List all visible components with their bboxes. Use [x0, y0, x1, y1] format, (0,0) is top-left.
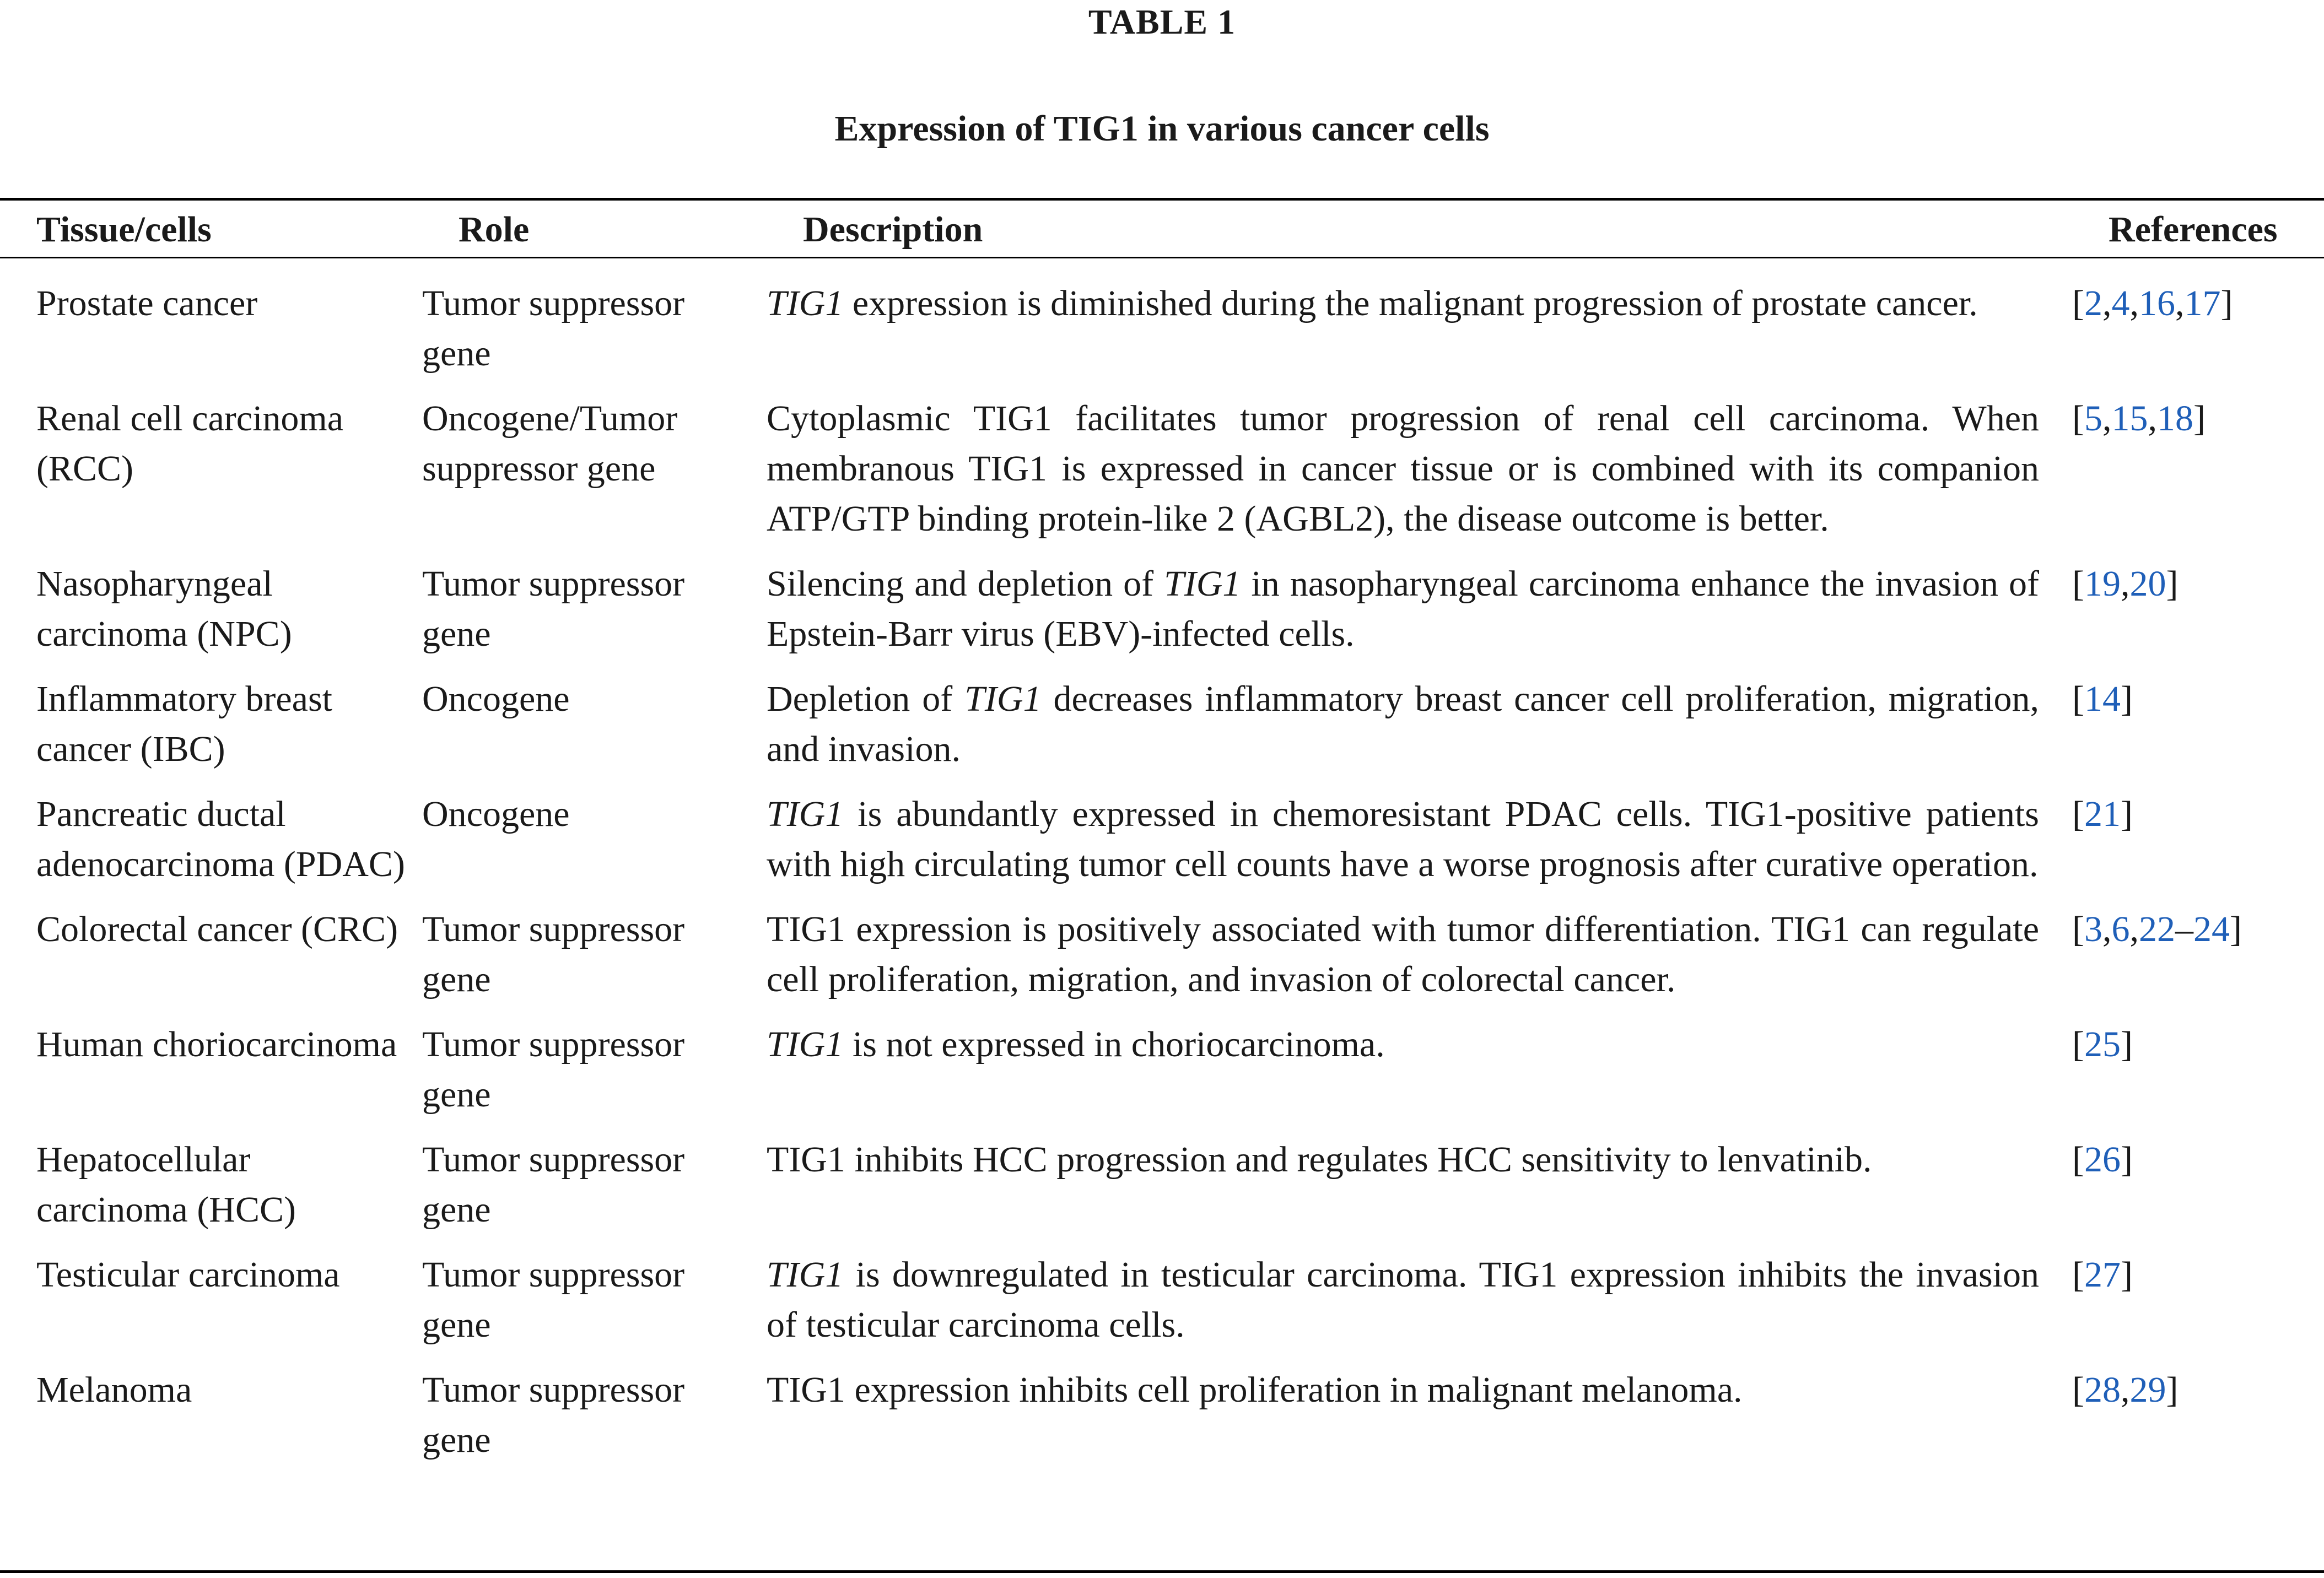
- description-text: decreases inflammatory breast cancer cell proliferation, migration, and invasion.: [767, 679, 2039, 769]
- ref-bracket: ]: [2120, 1255, 2133, 1295]
- gene-name: TIG1: [1164, 564, 1241, 604]
- ref-separator: ,: [2129, 283, 2139, 323]
- role-cell: Tumor suppressor gene: [422, 283, 685, 374]
- reference-link[interactable]: 21: [2084, 794, 2121, 834]
- reference-link[interactable]: 19: [2084, 564, 2121, 604]
- references-cell: [2072, 1134, 2324, 1235]
- ref-bracket: ]: [2120, 1139, 2133, 1180]
- table-label: TABLE 1: [1088, 2, 1236, 41]
- reference-link[interactable]: 4: [2111, 283, 2130, 323]
- ref-bracket: ]: [2166, 1370, 2179, 1410]
- ref-bracket: [: [2072, 1024, 2084, 1064]
- description-text: Depletion of: [767, 679, 965, 719]
- ref-separator: ,: [2148, 398, 2157, 439]
- references-cell: [2072, 278, 2324, 379]
- description-cell: TIG1 inhibits HCC progression and regulates HCC sensitivity to lenvatinib.: [767, 1139, 1872, 1180]
- references-cell: [2072, 1365, 2324, 1465]
- reference-link[interactable]: 27: [2084, 1255, 2121, 1295]
- reference-link[interactable]: 3: [2084, 909, 2102, 949]
- description-cell: [767, 1250, 2072, 1350]
- reference-link[interactable]: 18: [2156, 398, 2193, 439]
- header-references: References: [2109, 209, 2278, 250]
- reference-link[interactable]: 28: [2084, 1370, 2121, 1410]
- role-cell: Tumor suppressor gene: [422, 1139, 685, 1230]
- role-cell: Oncogene/Tumor suppressor gene: [422, 398, 678, 489]
- table-caption: Expression of TIG1 in various cancer cells: [834, 109, 1490, 149]
- ref-separator: ,: [2102, 398, 2112, 439]
- references-cell: [2072, 393, 2324, 544]
- description-text: is downregulated in testicular carcinoma. TIG1 expression inhibits the invasion of testicular carcinoma cells.: [767, 1255, 2039, 1345]
- table-row: [0, 393, 2324, 559]
- gene-name: TIG1: [767, 283, 844, 323]
- reference-link[interactable]: 6: [2111, 909, 2130, 949]
- ref-bracket: ]: [2229, 909, 2242, 949]
- references-cell: [2072, 904, 2324, 1004]
- description-cell: [767, 1019, 2072, 1120]
- role-cell: Oncogene: [422, 794, 570, 834]
- tissue-cell: Prostate cancer: [36, 283, 258, 323]
- reference-link[interactable]: 17: [2184, 283, 2221, 323]
- table-body: [0, 278, 2324, 1480]
- table-row: [0, 1019, 2324, 1134]
- tissue-cell: Human choriocarcinoma: [36, 1024, 397, 1064]
- description-cell: TIG1 expression is positively associated with tumor differentiation. TIG1 can regulate cell proliferation, migration, and invasion of colorectal cancer.: [767, 909, 2039, 999]
- tissue-cell: Colorectal cancer (CRC): [36, 909, 398, 949]
- role-cell: Oncogene: [422, 679, 570, 719]
- description-text: Silencing and depletion of: [767, 564, 1164, 604]
- reference-link[interactable]: 15: [2111, 398, 2148, 439]
- tissue-cell: Hepatocellular carcinoma (HCC): [36, 1139, 296, 1230]
- references-cell: [2072, 674, 2324, 774]
- description-text: expression is diminished during the malignant progression of prostate cancer.: [843, 283, 1978, 323]
- ref-separator: ,: [2129, 909, 2139, 949]
- reference-link[interactable]: 24: [2193, 909, 2230, 949]
- table-row: [0, 1134, 2324, 1250]
- reference-link[interactable]: 14: [2084, 679, 2121, 719]
- tissue-cell: Pancreatic ductal adenocarcinoma (PDAC): [36, 794, 405, 884]
- table-row: [0, 278, 2324, 393]
- ref-bracket: ]: [2120, 1024, 2133, 1064]
- table-header-rule: [0, 257, 2324, 258]
- ref-bracket: [: [2072, 794, 2084, 834]
- ref-bracket: [: [2072, 909, 2084, 949]
- table-header-row: [0, 205, 2324, 255]
- ref-bracket: ]: [2166, 564, 2179, 604]
- ref-separator: ,: [2102, 283, 2112, 323]
- tissue-cell: Testicular carcinoma: [36, 1255, 340, 1295]
- description-cell: [767, 559, 2072, 659]
- ref-separator: –: [2175, 909, 2193, 949]
- reference-link[interactable]: 22: [2138, 909, 2175, 949]
- reference-link[interactable]: 25: [2084, 1024, 2121, 1064]
- role-cell: Tumor suppressor gene: [422, 1255, 685, 1345]
- ref-bracket: ]: [2120, 679, 2133, 719]
- references-cell: [2072, 1250, 2324, 1350]
- ref-bracket: [: [2072, 1370, 2084, 1410]
- table-row: [0, 674, 2324, 789]
- reference-link[interactable]: 16: [2138, 283, 2175, 323]
- ref-separator: ,: [2120, 564, 2130, 604]
- table-top-rule: [0, 198, 2324, 201]
- reference-link[interactable]: 20: [2129, 564, 2166, 604]
- table-row: [0, 1250, 2324, 1365]
- reference-link[interactable]: 26: [2084, 1139, 2121, 1180]
- ref-bracket: ]: [2120, 794, 2133, 834]
- reference-link[interactable]: 2: [2084, 283, 2102, 323]
- role-cell: Tumor suppressor gene: [422, 564, 685, 654]
- ref-separator: ,: [2120, 1370, 2130, 1410]
- references-cell: [2072, 1019, 2324, 1120]
- table-row: [0, 789, 2324, 904]
- ref-bracket: [: [2072, 283, 2084, 323]
- header-description: Description: [803, 209, 983, 250]
- tissue-cell: Nasopharyngeal carcinoma (NPC): [36, 564, 292, 654]
- ref-separator: ,: [2102, 909, 2112, 949]
- ref-separator: ,: [2175, 283, 2185, 323]
- ref-bracket: [: [2072, 564, 2084, 604]
- role-cell: Tumor suppressor gene: [422, 909, 685, 999]
- ref-bracket: [: [2072, 398, 2084, 439]
- role-cell: Tumor suppressor gene: [422, 1370, 685, 1460]
- description-text: is not expressed in choriocarcinoma.: [843, 1024, 1385, 1064]
- ref-bracket: ]: [2220, 283, 2233, 323]
- references-cell: [2072, 789, 2324, 889]
- description-cell: [767, 674, 2072, 774]
- description-cell: [767, 278, 2072, 379]
- ref-bracket: ]: [2193, 398, 2206, 439]
- ref-bracket: [: [2072, 679, 2084, 719]
- description-text: in nasopharyngeal carcinoma enhance the invasion of Epstein-Barr virus (EBV)-infected cells.: [767, 564, 2039, 654]
- description-cell: TIG1 expression inhibits cell proliferation in malignant melanoma.: [767, 1370, 1743, 1410]
- gene-name: TIG1: [767, 794, 844, 834]
- header-tissue: Tissue/cells: [36, 209, 212, 250]
- reference-link[interactable]: 29: [2129, 1370, 2166, 1410]
- description-cell: [767, 789, 2072, 889]
- description-cell: Cytoplasmic TIG1 facilitates tumor progression of renal cell carcinoma. When membranous TIG1 is expressed in cancer tissue or is combined with its companion ATP/GTP binding protein-like 2 (AGBL2), the disease outcome is better.: [767, 398, 2039, 539]
- gene-name: TIG1: [767, 1024, 844, 1064]
- header-role: Role: [459, 209, 530, 250]
- table-row: [0, 904, 2324, 1019]
- table-bottom-rule: [0, 1570, 2324, 1573]
- reference-link[interactable]: 5: [2084, 398, 2102, 439]
- ref-bracket: [: [2072, 1255, 2084, 1295]
- role-cell: Tumor suppressor gene: [422, 1024, 685, 1115]
- tissue-cell: Melanoma: [36, 1370, 192, 1410]
- description-text: is abundantly expressed in chemoresistant PDAC cells. TIG1-positive patients with high circulating tumor cell counts have a worse prognosis after curative operation.: [767, 794, 2039, 884]
- tissue-cell: Renal cell carcinoma (RCC): [36, 398, 344, 489]
- references-cell: [2072, 559, 2324, 659]
- tissue-cell: Inflammatory breast cancer (IBC): [36, 679, 332, 769]
- ref-bracket: [: [2072, 1139, 2084, 1180]
- gene-name: TIG1: [767, 1255, 844, 1295]
- gene-name: TIG1: [964, 679, 1042, 719]
- table-row: [0, 1365, 2324, 1480]
- table-row: [0, 559, 2324, 674]
